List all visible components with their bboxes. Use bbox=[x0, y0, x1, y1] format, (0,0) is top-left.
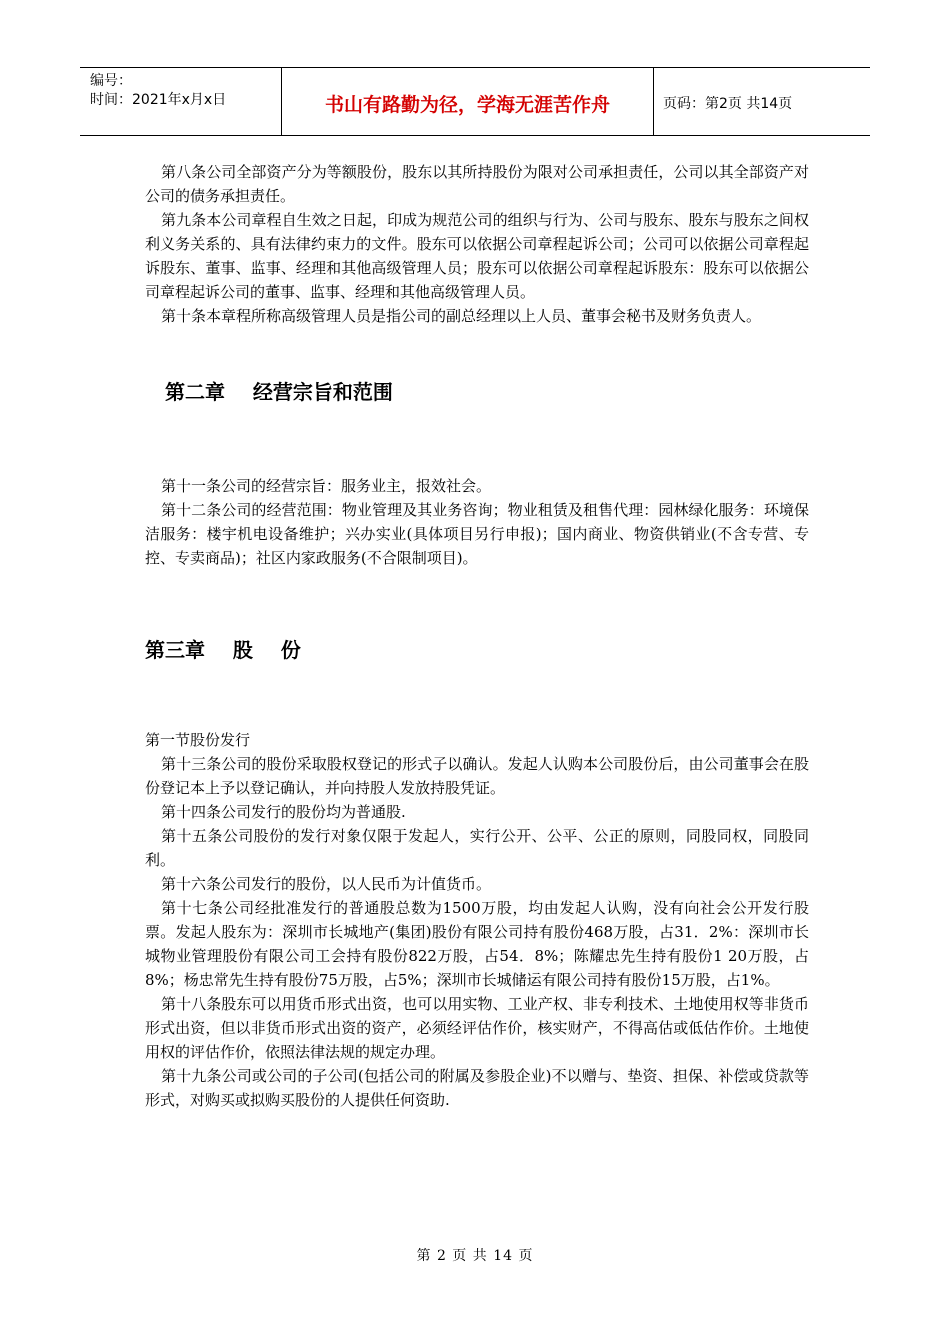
page-footer: 第 2 页 共 14 页 bbox=[416, 1248, 534, 1264]
article-14: 第十四条公司发行的股份均为普通股. bbox=[161, 803, 406, 821]
article-13: 第十三条公司的股份采取股权登记的形式子以确认。发起人认购本公司股份后，由公司董事会在股份登记本上予以登记确认，并向持股人发放持股凭证。 bbox=[145, 755, 809, 797]
article-19: 第十九条公司或公司的子公司(包括公司的附属及参股企业)不以赠与、垫资、担保、补偿或贷款等形式，对购买或拟购买股份的人提供任何资助. bbox=[145, 1067, 809, 1109]
article-10: 第十条本章程所称高级管理人员是指公司的副总经理以上人员、董事会秘书及财务负责人。 bbox=[161, 307, 762, 325]
article-12: 第十二条公司的经营范围：物业管理及其业务咨询；物业租赁及租售代理：园林绿化服务：环境保洁服务：楼宇机电设备维护；兴办实业(具体项目另行申报)；国内商业、物资供销业(不含专营、专控、专卖商品)；社区内家政服务(不合限制项目)。 bbox=[145, 501, 809, 567]
section-1-heading: 第一节股份发行 bbox=[145, 731, 251, 749]
article-15: 第十五条公司股份的发行对象仅限于发起人，实行公开、公平、公正的原则，同股同权，同股同利。 bbox=[145, 827, 809, 869]
chapter-3-heading: 第三章 股 份 bbox=[145, 638, 301, 662]
article-9: 第九条本公司章程自生效之日起，印成为规范公司的组织与行为、公司与股东、股东与股东之间权利义务关系的、具有法律约束力的文件。股东可以依据公司章程起诉公司；公司可以依据公司章程起诉股东、董事、监事、经理和其他高级管理人员；股东可以依据公司章程起诉股东：股东可以依据公司章程起诉公司的董事、监事、经理和其他高级管理人员。 bbox=[145, 211, 809, 301]
article-16: 第十六条公司发行的股份，以人民币为计值货币。 bbox=[161, 875, 492, 893]
article-17: 第十七条公司经批准发行的普通股总数为1500万股，均由发起人认购，没有向社会公开发行股票。发起人股东为：深圳市长城地产(集团)股份有限公司持有股份468万股，占31．2%：深圳市长城物业管理股份有限公司工会持有股份822万股，占54．8%；陈耀忠先生持有股份1 20万股，占8%；杨忠常先生持有股份75万股，占5%；深圳市长城储运有限公司持有股份15万股，占1%。 bbox=[145, 899, 809, 989]
article-11: 第十一条公司的经营宗旨：服务业主，报效社会。 bbox=[161, 477, 492, 495]
document-body bbox=[145, 160, 809, 1112]
header-meta bbox=[80, 68, 281, 135]
document-time-label: 时间：2021年x月x日 bbox=[90, 92, 227, 108]
article-8: 第八条公司全部资产分为等额股份，股东以其所持股份为限对公司承担责任，公司以其全部资产对公司的债务承担责任。 bbox=[145, 163, 809, 205]
document-number-label: 编号： bbox=[90, 73, 132, 89]
page-header bbox=[80, 67, 870, 136]
article-18: 第十八条股东可以用货币形式出资，也可以用实物、工业产权、非专利技术、土地使用权等非货币形式出资，但以非货币形式出资的资产，必须经评估作价，核实财产，不得高估或低估作价。土地使用权的评估作价，依照法律法规的规定办理。 bbox=[145, 995, 809, 1061]
header-page-number: 页码：第2页 共14页 bbox=[663, 95, 793, 112]
header-motto: 书山有路勤为径，学海无涯苦作舟 bbox=[281, 68, 654, 135]
chapter-2-heading: 第二章 经营宗旨和范围 bbox=[165, 380, 393, 404]
